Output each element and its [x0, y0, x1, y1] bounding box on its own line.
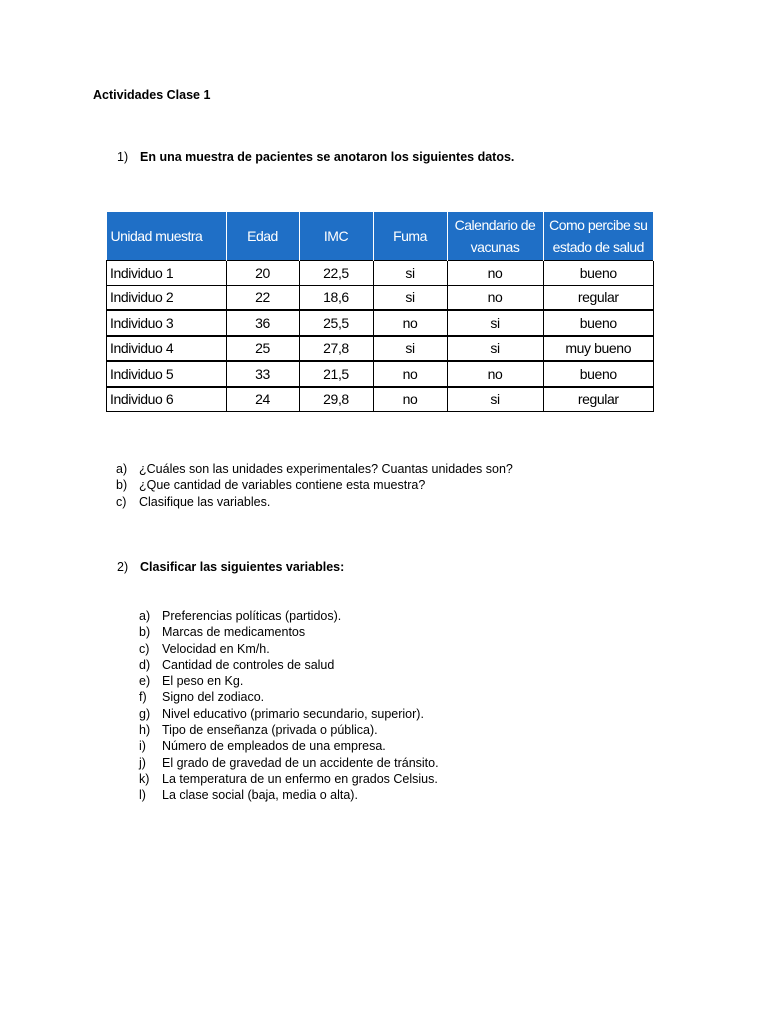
table-row [107, 361, 654, 387]
question-2 [117, 560, 344, 574]
document-title: Actividades Clase 1 [93, 88, 211, 102]
list-item [116, 477, 513, 493]
list-item-label: k) [139, 771, 150, 786]
question-1 [117, 150, 514, 164]
list-item-text: Velocidad en Km/h. [162, 641, 270, 656]
cell-unidad: Individuo 4 [107, 336, 227, 362]
cell-salud: regular [543, 387, 654, 412]
cell-salud: muy bueno [543, 336, 654, 362]
list-item-text: El grado de gravedad de un accidente de tránsito. [162, 755, 439, 770]
list-item [139, 641, 439, 657]
cell-salud: bueno [543, 310, 654, 336]
list-item-label: j) [139, 755, 146, 770]
question-1-text: En una muestra de pacientes se anotaron los siguientes datos. [140, 150, 515, 164]
cell-unidad: Individuo 1 [107, 261, 227, 286]
cell-imc: 29,8 [299, 387, 373, 412]
list-item-label: d) [139, 657, 151, 672]
header-fuma: Fuma [373, 212, 447, 261]
list-item [116, 461, 513, 477]
variables-list [139, 608, 439, 804]
cell-imc: 18,6 [299, 285, 373, 310]
list-item-text: Clasifique las variables. [139, 494, 271, 509]
list-item-label: e) [139, 674, 151, 689]
cell-unidad: Individuo 6 [107, 387, 227, 412]
list-item-text: Tipo de enseñanza (privada o pública). [162, 723, 378, 738]
list-item-label: f) [139, 690, 147, 705]
cell-fuma: no [373, 387, 447, 412]
cell-fuma: no [373, 310, 447, 336]
list-item-text: Signo del zodiaco. [162, 690, 265, 705]
list-item-text: Marcas de medicamentos [162, 625, 306, 640]
list-item [139, 689, 439, 705]
list-item-label: l) [139, 788, 146, 803]
header-edad: Edad [226, 212, 299, 261]
list-item-text: La clase social (baja, media o alta). [162, 788, 358, 803]
table-row [107, 336, 654, 362]
cell-unidad: Individuo 3 [107, 310, 227, 336]
cell-edad: 22 [226, 285, 299, 310]
list-item-text: Nivel educativo (primario secundario, superior). [162, 706, 424, 721]
cell-imc: 25,5 [299, 310, 373, 336]
cell-imc: 22,5 [299, 261, 373, 286]
question-1-number: 1) [117, 150, 129, 164]
cell-vacunas: si [447, 387, 543, 412]
list-item-text: Preferencias políticas (partidos). [162, 609, 342, 623]
cell-vacunas: si [447, 310, 543, 336]
cell-edad: 33 [226, 361, 299, 387]
list-item [139, 673, 439, 689]
cell-imc: 21,5 [299, 361, 373, 387]
cell-fuma: si [373, 285, 447, 310]
list-item [139, 722, 439, 738]
list-item-label: a) [139, 609, 151, 623]
cell-fuma: no [373, 361, 447, 387]
cell-unidad: Individuo 5 [107, 361, 227, 387]
cell-fuma: si [373, 336, 447, 362]
list-item [139, 755, 439, 771]
cell-salud: regular [543, 285, 654, 310]
list-item [139, 657, 439, 673]
table-row [107, 310, 654, 336]
cell-vacunas: no [447, 361, 543, 387]
list-item [116, 494, 513, 510]
table-row [107, 285, 654, 310]
list-item-label: b) [116, 478, 128, 493]
list-item [139, 706, 439, 722]
list-item [139, 771, 439, 787]
list-item-text: El peso en Kg. [162, 674, 244, 689]
cell-imc: 27,8 [299, 336, 373, 362]
list-item-text: Número de empleados de una empresa. [162, 739, 386, 754]
sub-questions-list [116, 461, 513, 510]
patients-table [106, 212, 654, 412]
list-item-text: Cantidad de controles de salud [162, 657, 335, 672]
cell-fuma: si [373, 261, 447, 286]
list-item-text: ¿Cuáles son las unidades experimentales? Cuantas unidades son? [139, 462, 513, 476]
table-header-row [107, 212, 654, 261]
question-2-text: Clasificar las siguientes variables: [140, 560, 345, 574]
header-imc: IMC [299, 212, 373, 261]
cell-vacunas: no [447, 261, 543, 286]
list-item [139, 624, 439, 640]
list-item [139, 608, 439, 624]
list-item-text: La temperatura de un enfermo en grados Celsius. [162, 771, 438, 786]
list-item-label: c) [116, 494, 127, 509]
cell-edad: 36 [226, 310, 299, 336]
table-row [107, 387, 654, 412]
question-2-number: 2) [117, 560, 129, 574]
header-unidad-muestra: Unidad muestra [107, 212, 227, 261]
header-calendario-vacunas: Calendario de vacunas [447, 212, 543, 261]
list-item-label: c) [139, 641, 150, 656]
list-item-label: a) [116, 462, 128, 476]
list-item-label: b) [139, 625, 151, 640]
cell-unidad: Individuo 2 [107, 285, 227, 310]
cell-edad: 25 [226, 336, 299, 362]
cell-vacunas: no [447, 285, 543, 310]
list-item [139, 738, 439, 754]
cell-vacunas: si [447, 336, 543, 362]
table-row [107, 261, 654, 286]
list-item-text: ¿Que cantidad de variables contiene esta muestra? [139, 478, 426, 493]
list-item-label: i) [139, 739, 146, 754]
header-estado-salud: Como percibe su estado de salud [543, 212, 654, 261]
cell-salud: bueno [543, 361, 654, 387]
cell-edad: 24 [226, 387, 299, 412]
list-item [139, 787, 439, 803]
list-item-label: h) [139, 723, 151, 738]
cell-edad: 20 [226, 261, 299, 286]
cell-salud: bueno [543, 261, 654, 286]
list-item-label: g) [139, 706, 151, 721]
